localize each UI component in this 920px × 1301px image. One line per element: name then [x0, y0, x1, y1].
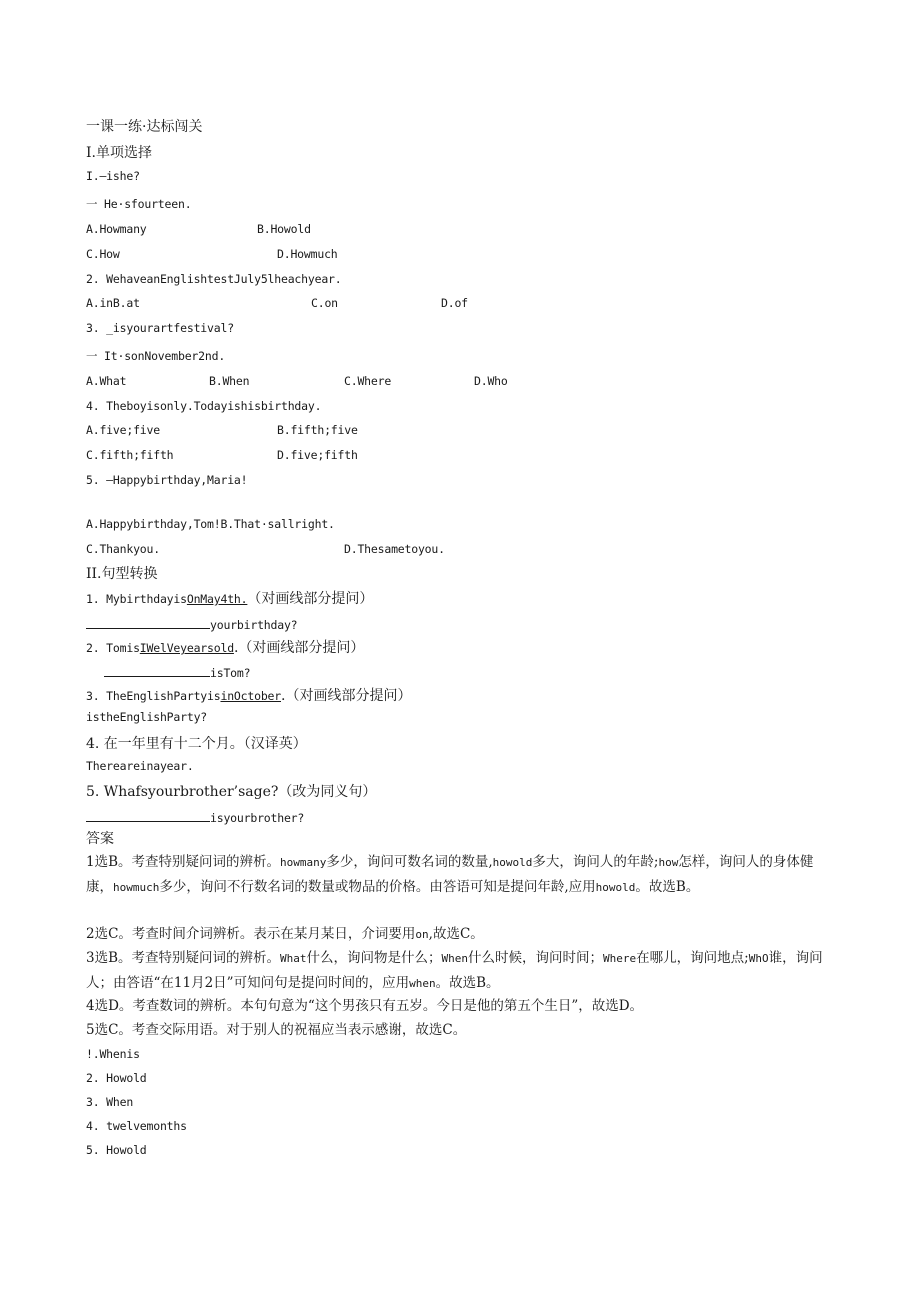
answer-3-term: when	[409, 977, 436, 990]
answer-1-term: howmuch	[113, 881, 160, 894]
s2-q2-note: .（对画线部分提问）	[233, 640, 365, 656]
s2-q3-answer-text: istheEnglishParty?	[86, 710, 208, 724]
q3-stem: 3. _isyourartfestival?	[86, 321, 234, 335]
q5-option-c: C.Thankyou.	[86, 542, 160, 556]
s2-q1-underlined: OnMay4th.	[186, 592, 248, 606]
answer-2	[86, 922, 838, 947]
answer-3-term: Where	[603, 952, 637, 965]
answer-3-text: 什么时候，询问时间；	[468, 950, 604, 966]
s2-q2-text: 2. Tomis	[86, 641, 140, 655]
q4-option-b: B.fifth;five	[277, 423, 358, 437]
q4-option-c: C.fifth;fifth	[86, 448, 174, 462]
answer-4: 4选D。考查数词的辨析。本句句意为“这个男孩只有五岁。今日是他的第五个生日”，故选D。	[86, 998, 644, 1014]
answer-3-text: 3选B。考查特别疑问词的辨析。	[86, 950, 281, 966]
q4-option-d: D.five;fifth	[277, 448, 358, 462]
q2-stem: 2. WehaveanEnglishtestJuly5lheachyear.	[86, 272, 342, 286]
s2-q2-underlined: IWelVeyearsold	[139, 641, 234, 655]
s2-q5-answer-line	[86, 807, 304, 826]
s2-answer-1: !.Whenis	[86, 1047, 140, 1061]
s2-q2-answer-line	[86, 662, 250, 681]
answer-3-text: 。故选B。	[435, 975, 500, 991]
answer-3-term: What	[280, 952, 307, 965]
q3-option-d: D.Who	[474, 374, 508, 388]
answer-1	[86, 850, 838, 900]
s2-q1-answer-text: yourbirthday?	[210, 618, 298, 632]
s2-q3-note: .（对画线部分提问）	[281, 688, 412, 704]
s2-q3-underlined: inOctober	[220, 689, 281, 703]
answer-2-text: 2选C。考查时间介词辨析。表示在某月某日，介词要用	[86, 926, 416, 942]
s2-answer-4: 4. twelvemonths	[86, 1119, 187, 1133]
q3-option-b: B.When	[209, 374, 250, 388]
q1-option-b: B.Howold	[257, 222, 311, 236]
page-title: 一课一练·达标闯关	[86, 119, 203, 135]
q4-stem: 4. Theboyisonly.Todayishisbirthday.	[86, 399, 322, 413]
q2-option-c: C.on	[311, 296, 338, 310]
q2-option-ab: A.inB.at	[86, 296, 140, 310]
answer-blank[interactable]	[86, 810, 210, 822]
s2-answer-3: 3. When	[86, 1095, 134, 1109]
answers-heading: 答案	[86, 831, 114, 847]
answer-5: 5选C。考查交际用语。对于别人的祝福应当表示感谢，故选C。	[86, 1022, 467, 1038]
answer-1-term: howold	[595, 881, 636, 894]
answer-3-term: WhO	[748, 952, 769, 965]
s2-answer-2: 2. Howold	[86, 1071, 147, 1085]
answer-1-text: 多大，询问人的年龄;	[532, 854, 659, 870]
section-1-heading: I.单项选择	[86, 145, 152, 161]
s2-q1-note: （对画线部分提问）	[247, 591, 374, 607]
q1-option-a: A.Howmany	[86, 222, 147, 236]
s2-q1	[86, 588, 373, 608]
s2-q5	[86, 781, 376, 801]
q1-option-c: C.How	[86, 247, 120, 261]
answer-1-text: 怎样，询问人的身体健康，	[86, 854, 814, 895]
s2-q5-text: 5. Whafsyourbrother’sage?（改为同义句）	[86, 784, 377, 800]
answer-1-text: 1选B。考查特别疑问词的辨析。	[86, 854, 281, 870]
answer-3-text: 在哪儿，询问地点;	[636, 950, 749, 966]
answer-3-text: 什么，询问物是什么；	[306, 950, 442, 966]
s2-q2	[86, 637, 364, 657]
s2-q2-answer-text: isTom?	[210, 666, 251, 680]
s2-q5-answer-text: isyourbrother?	[210, 811, 305, 825]
s2-q3-text: 3. TheEnglishPartyis	[86, 689, 221, 703]
answer-1-term: howold	[492, 856, 533, 869]
q5-stem: 5. —Happybirthday,Maria!	[86, 473, 248, 487]
answer-blank[interactable]	[104, 665, 210, 677]
answer-3	[86, 946, 838, 996]
answer-1-text: 多少，询问不行数名词的数量或物品的价格。由答语可知是提问年龄,应用	[159, 879, 596, 895]
s2-q1-text: 1. Mybirthdayis	[86, 592, 187, 606]
s2-q4-text: 4. 在一年里有十二个月。（汉译英）	[86, 736, 307, 752]
answer-3-text: 谁，询问人；由答语“在11月2日”可知问句是提问时间的，应用	[86, 950, 823, 991]
answer-1-text: 。故选B。	[635, 879, 700, 895]
answer-1-text: 多少，询问可数名词的数量,	[326, 854, 493, 870]
s2-q3	[86, 685, 411, 705]
q5-option-d: D.Thesametoyou.	[344, 542, 445, 556]
answer-2-term: on	[415, 928, 429, 941]
q5-option-ab: A.Happybirthday,Tom!B.That·sallright.	[86, 517, 335, 531]
answer-blank[interactable]	[86, 617, 210, 629]
q4-option-a: A.five;five	[86, 423, 160, 437]
s2-answer-5: 5. Howold	[86, 1143, 147, 1157]
answer-3-term: When	[441, 952, 469, 965]
q2-option-d: D.of	[441, 296, 468, 310]
q1-dialog: 一 He·sfourteen.	[86, 197, 192, 211]
q1-option-d: D.Howmuch	[277, 247, 338, 261]
section-2-heading: II.句型转换	[86, 566, 158, 582]
s2-q4	[86, 733, 307, 753]
q3-option-c: C.Where	[344, 374, 392, 388]
answer-1-term: howmany	[280, 856, 327, 869]
q3-dialog: 一 It·sonNovember2nd.	[86, 349, 226, 363]
s2-q1-answer-line	[86, 614, 297, 633]
answer-2-text: ,故选C。	[428, 926, 484, 942]
q1-stem: I.—ishe?	[86, 169, 140, 183]
s2-q4-answer-text: Thereareinayear.	[86, 759, 194, 773]
answer-1-term: how	[658, 856, 679, 869]
q3-option-a: A.What	[86, 374, 127, 388]
